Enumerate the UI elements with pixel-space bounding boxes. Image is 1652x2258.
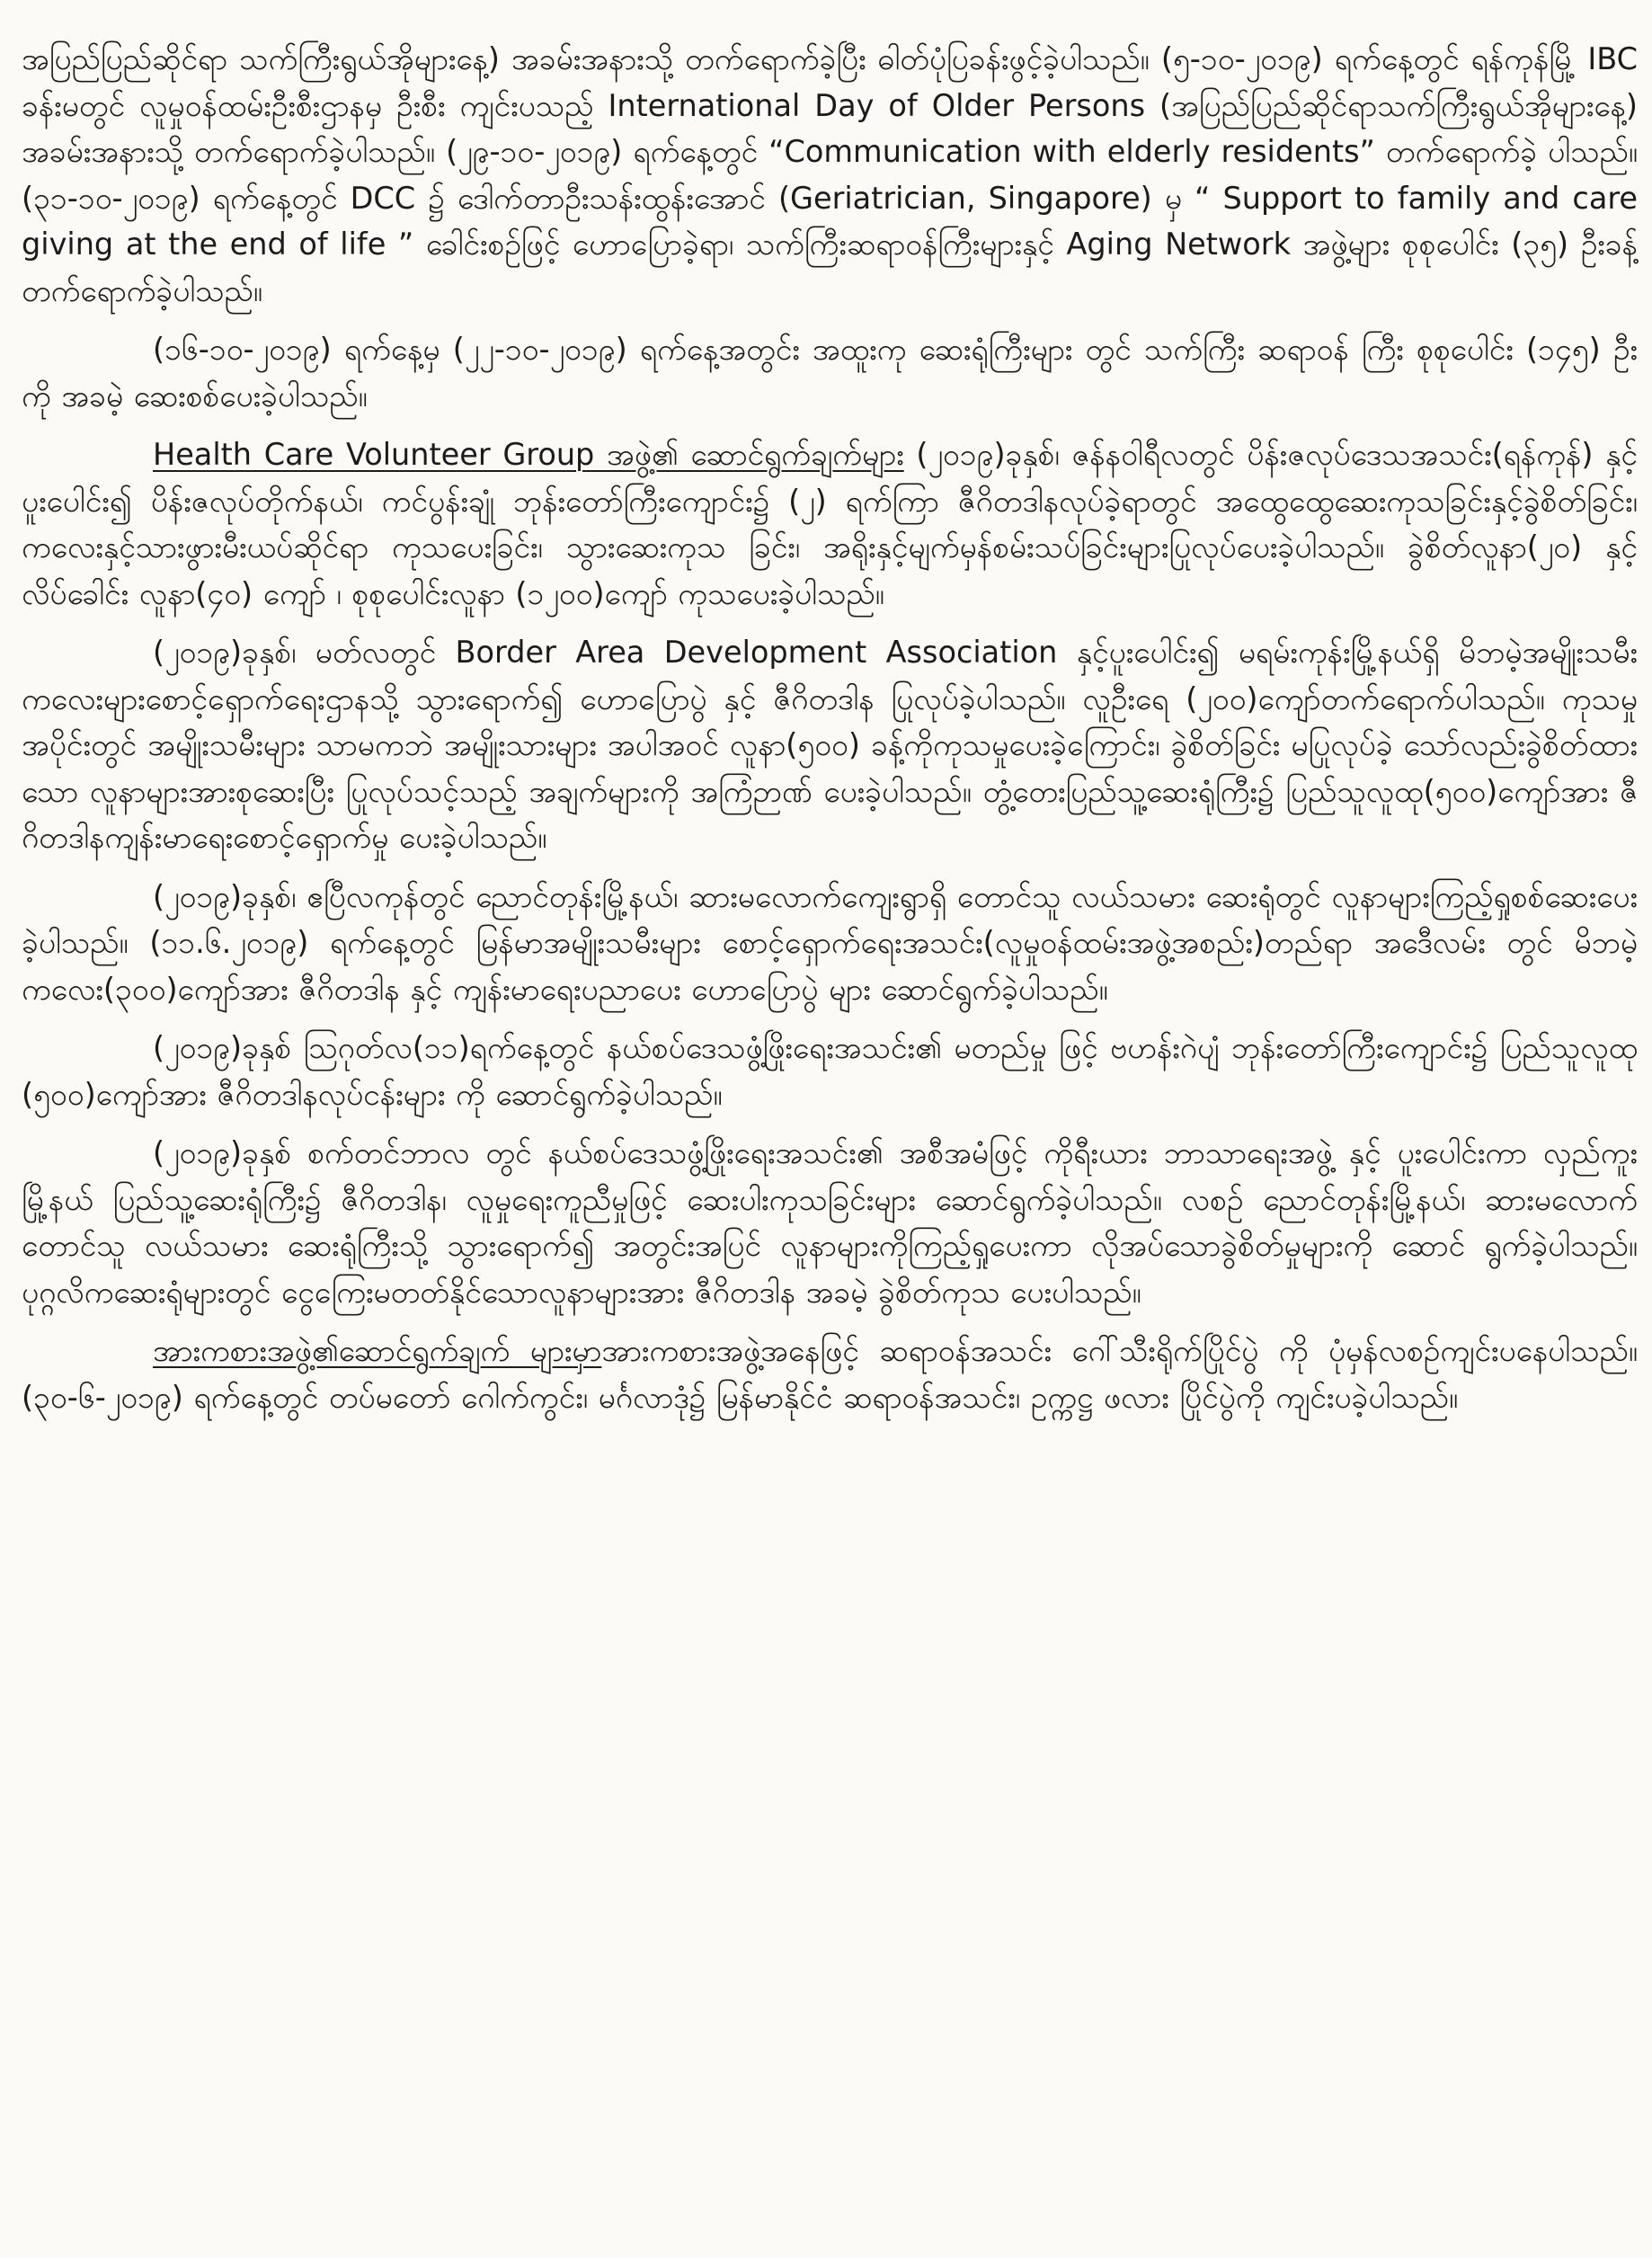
paragraph-text: (၂၀၁၉)ခုနှစ်၊ ဧပြီလကုန်တွင် ညောင်တုန်းမြို့နယ်၊ ဆားမလောက်ကျေးရွာရှိ တောင်သူ လယ်သမား ဆေးရုံတွင် လူနာများကြည့်ရှုစစ်ဆေးပေးခဲ့ပါသည်။ (၁၁.၆.၂၀၁၉) ရက်နေ့တွင် မြန်မာအမျိုးသမီးများ စောင့်ရှောက်ရေးအသင်း(လူမှုဝန်ထမ်းအဖွဲ့အစည်း)တည်ရာ အဒေီလမ်း တွင် မိဘမဲ့ကလေး(၃၀၀)ကျော်အား ဇီဂိတဒါန နှင့် ကျန်းမာရေးပညာပေး ဟောပြောပွဲ များ ဆောင်ရွက်ခဲ့ပါသည်။ bbox=[22, 878, 1638, 1007]
paragraph-border-area bbox=[22, 629, 1638, 861]
paragraph-april-june bbox=[22, 874, 1638, 1013]
paragraph-free-checkups bbox=[22, 326, 1638, 419]
paragraph-text: (၂၀၁၉)ခုနှစ်၊ ဇန်နဝါရီလတွင် ပိန်းဇလုပ်ဒေသအသင်း(ရန်ကုန်) နှင့်ပူးပေါင်း၍ ပိန်းဇလုပ်တိုက်နယ်၊ ကင်ပွန်းချုံ ဘုန်းတော်ကြီးကျောင်း၌ (၂) ရက်ကြာ ဇီဂိတဒါနလုပ်ခဲ့ရာတွင် အထွေထွေဆေးကုသခြင်းနှင့်ခွဲစိတ်ခြင်း၊ ကလေးနှင့်သားဖွားမီးယပ်ဆိုင်ရာ ကုသပေးခြင်း၊ သွားဆေးကုသ ခြင်း၊ အရိုးနှင့်မျက်မှန်စမ်းသပ်ခြင်းများပြုလုပ်ပေးခဲ့ပါသည်။ ခွဲစိတ်လူနာ(၂၀) နှင့် လိပ်ခေါင်း လူနာ(၄၀) ကျော် ၊ စုစုပေါင်းလူနာ (၁၂၀၀)ကျော် ကုသပေးခဲ့ပါသည်။ bbox=[22, 437, 1638, 611]
paragraph-text: (၁၆-၁၀-၂၀၁၉) ရက်နေ့မှ (၂၂-၁၀-၂၀၁၉) ရက်နေ့အတွင်း အထူးကု ဆေးရုံကြီးများ တွင် သက်ကြီး ဆရာဝန် ကြီး စုစုပေါင်း (၁၄၅) ဦးကို အခမဲ့ ဆေးစစ်ပေးခဲ့ပါသည်။ bbox=[22, 332, 1638, 413]
paragraph-september bbox=[22, 1130, 1638, 1315]
paragraph-text: (၂၀၁၉)ခုနှစ်၊ မတ်လတွင် Border Area Development Association နှင့်ပူးပေါင်း၍ မရမ်းကုန်းမြို့နယ်ရှိ မိဘမဲ့အမျိုးသမီးကလေးများစောင့်ရှောက်ရေးဌာနသို့ သွားရောက်၍ ဟောပြောပွဲ နှင့် ဇီဂိတဒါန ပြုလုပ်ခဲ့ပါသည်။ လူဦးရေ (၂၀၀)ကျော်တက်ရောက်ပါသည်။ ကုသမှုအပိုင်းတွင် အမျိုးသမီးများ သာမကဘဲ အမျိုးသားများ အပါအဝင် လူနာ(၅၀၀) ခန့်ကိုကုသမှုပေးခဲ့ကြောင်း၊ ခွဲစိတ်ခြင်း မပြုလုပ်ခဲ့ သော်လည်းခွဲစိတ်ထားသော လူနာများအားစုဆေးပြီး ပြုလုပ်သင့်သည့် အချက်များကို အကြံဉာဏ် ပေးခဲ့ပါသည်။ တွံ့တေးပြည်သူ့ဆေးရုံကြီး၌ ပြည်သူလူထု(၅၀၀)ကျော်အား ဇီဂိတဒါနကျန်းမာရေးစောင့်ရှောက်မှု ပေးခဲ့ပါသည်။ bbox=[22, 635, 1638, 855]
paragraph-text: (၂၀၁၉)ခုနှစ် စက်တင်ဘာလ တွင် နယ်စပ်ဒေသဖွံ့ဖြိုးရေးအသင်း၏ အစီအမံဖြင့် ကိုရီးယား ဘာသာရေးအဖွဲ့ နှင့် ပူးပေါင်းကာ လှည်ကူးမြို့နယ် ပြည်သူ့ဆေးရုံကြီး၌ ဇီဂိတဒါန၊ လူမှုရေးကူညီမှုဖြင့် ဆေးပါးကုသခြင်းများ ဆောင်ရွက်ခဲ့ပါသည်။ လစဉ် ညောင်တုန်းမြို့နယ်၊ ဆားမလောက် တောင်သူ လယ်သမား ဆေးရုံကြီးသို့ သွားရောက်၍ အတွင်းအပြင် လူနာများကိုကြည့်ရှုပေးကာ လိုအပ်သောခွဲစိတ်မှုများကို ဆောင် ရွက်ခဲ့ပါသည်။ ပုဂ္ဂလိကဆေးရုံများတွင် ငွေကြေးမတတ်နိုင်သောလူနာများအား ဇီဂိတဒါန အခမဲ့ ခွဲစိတ်ကုသ ပေးပါသည်။ bbox=[22, 1135, 1638, 1310]
paragraph-text: အားကစားအဖွဲ့အနေဖြင့် ဆရာဝန်အသင်း ဂေါ်သီးရိုက်ပြိုင်ပွဲ ကို ပုံမှန်လစဉ်ကျင်းပနေပါသည်။ (၃၀-၆-၂၀၁၉) ရက်နေ့တွင် တပ်မတော် ဂေါက်ကွင်း၊ မင်္ဂလာဒုံ၌ မြန်မာနိုင်ငံ ဆရာဝန်အသင်း၊ ဥက္ကဋ္ဌ ဖလား ပြိုင်ပွဲကို ကျင်းပခဲ့ပါသည်။ bbox=[22, 1333, 1638, 1415]
paragraph-text: (၂၀၁၉)ခုနှစ် ဩဂုတ်လ(၁၁)ရက်နေ့တွင် နယ်စပ်ဒေသဖွံ့ဖြိုးရေးအသင်း၏ မတည်မှု ဖြင့် ဗဟန်းဂဲပျံ ဘုန်းတော်ကြီးကျောင်း၌ ပြည်သူလူထု (၅၀၀)ကျော်အား ဇီဂိတဒါနလုပ်ငန်းများ ကို ဆောင်ရွက်ခဲ့ပါသည်။ bbox=[22, 1030, 1638, 1112]
section-heading-sports-group: အားကစားအဖွဲ့၏ဆောင်ရွက်ချက် များမှာ bbox=[153, 1333, 602, 1368]
section-heading-health-care-volunteer: Health Care Volunteer Group အဖွဲ့၏ ဆောင်ရွက်ချက်များ bbox=[153, 437, 904, 472]
paragraph-health-care-volunteer bbox=[22, 431, 1638, 617]
paragraph-elderly-events bbox=[22, 36, 1638, 314]
paragraph-sports-group bbox=[22, 1328, 1638, 1420]
paragraph-text: အပြည်ပြည်ဆိုင်ရာ သက်ကြီးရွယ်အိုများနေ့) အခမ်းအနားသို့ တက်ရောက်ခဲ့ပြီး ဓါတ်ပုံပြခန်းဖွင့်ခဲ့ပါသည်။ (၅-၁၀-၂၀၁၉) ရက်နေ့တွင် ရန်ကုန်မြို့ IBC ခန်းမတွင် လူမှုဝန်ထမ်းဦးစီးဌာနမှ ဦးစီး ကျင်းပသည့် International Day of Older Persons (အပြည်ပြည်ဆိုင်ရာသက်ကြီးရွယ်အိုများနေ့) အခမ်းအနားသို့ တက်ရောက်ခဲ့ပါသည်။ (၂၉-၁၀-၂၀၁၉) ရက်နေ့တွင် “Communication with elderly residents” တက်ရောက်ခဲ့ ပါသည်။ (၃၁-၁၀-၂၀၁၉) ရက်နေ့တွင် DCC ၌ ဒေါက်တာဦးသန်းထွန်းအောင် (Geriatrician, Singapore) မှ “ Support to family and care giving at the end of life ” ခေါင်းစဉ်ဖြင့် ဟောပြောခဲ့ရာ၊ သက်ကြီးဆရာဝန်ကြီးများနှင့် Aging Network အဖွဲ့များ စုစုပေါင်း (၃၅) ဦးခန့်တက်ရောက်ခဲ့ပါသည်။ bbox=[22, 41, 1638, 308]
paragraph-august bbox=[22, 1025, 1638, 1117]
